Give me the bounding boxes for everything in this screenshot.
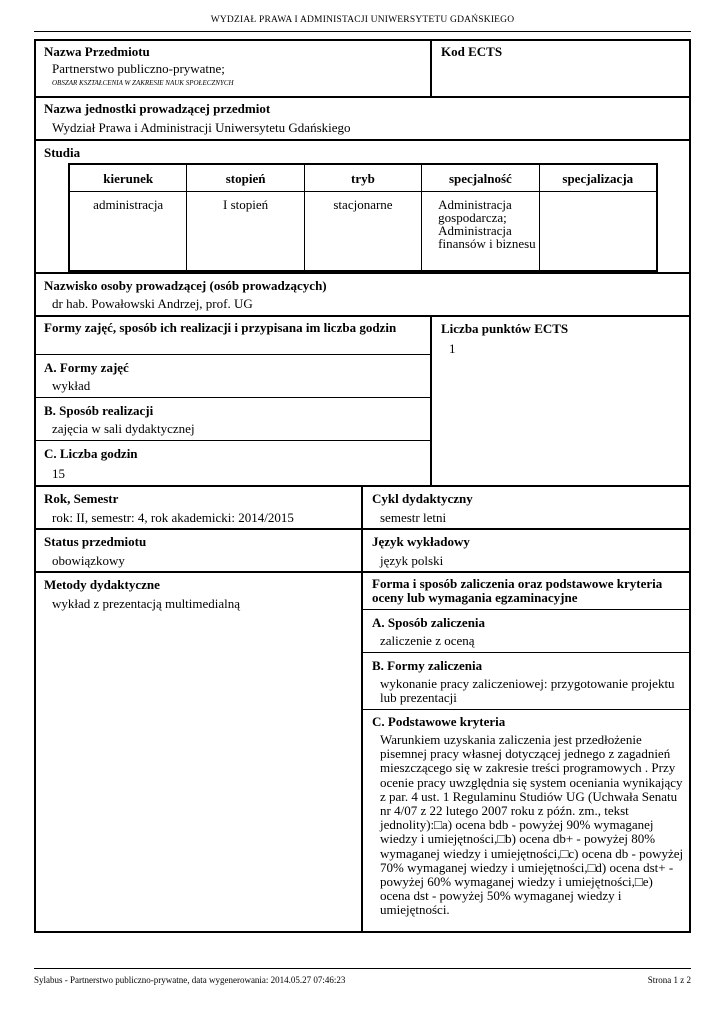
divider	[34, 571, 691, 573]
status-value: obowiązkowy	[52, 553, 125, 568]
studia-label: Studia	[44, 145, 81, 160]
unit-value: Wydział Prawa i Administracji Uniwersytetu Gdańskiego	[52, 120, 351, 135]
cycle-value: semestr letni	[380, 510, 447, 525]
year-value: rok: II, semestr: 4, rok akademicki: 2014/2015	[52, 510, 294, 525]
assessment-c-value: Warunkiem uzyskania zaliczenia jest przedłożenie pisemnej pracy własnej dotyczącej jednego z zagadnień mieszczącego się w zakresie treści programowych . Przy ocenie pracy uwzględnia się system oceniania wynikający z par. 4 ust. 1 Regulaminu Studiów UG (Uchwała Senatu nr 4/07 z 22 lutego 2007 roku z późn. zm., tekst jednolity):□a) ocena bdb - powyżej 90% wymaganej wiedzy i umiejętności,□b) ocena db+ - powyżej 80% wymaganej wiedzy i umiejętności,□c) ocena db - powyżej 70% wymaganej wiedzy i umiejętności,□d) ocena dst+ - powyżej 60% wymaganej wiedzy i umiejętności,□e) ocena dst - powyżej 50% wymaganej wiedzy i umiejętności.	[380, 732, 684, 918]
divider	[34, 440, 430, 441]
forms-b-label: B. Sposób realizacji	[44, 403, 154, 418]
divider	[34, 528, 691, 530]
divider	[34, 139, 691, 141]
assessment-c-label: C. Podstawowe kryteria	[372, 714, 506, 729]
language-label: Język wykładowy	[372, 534, 470, 549]
page-number: Strona 1 z 2	[647, 975, 691, 985]
forms-a-value: wykład	[52, 378, 91, 393]
methods-label: Metody dydaktyczne	[44, 577, 160, 592]
language-value: język polski	[380, 553, 444, 568]
col-header-kierunek: kierunek	[70, 165, 187, 192]
cell-stopien: I stopień	[187, 192, 304, 271]
course-name: Partnerstwo publiczno-prywatne;	[52, 61, 225, 76]
divider	[34, 96, 691, 98]
studia-table	[68, 163, 658, 272]
divider	[34, 272, 691, 274]
divider	[34, 397, 430, 398]
divider	[430, 39, 432, 96]
col-header-specjalnosc: specjalność	[422, 165, 539, 192]
ects-code-label: Kod ECTS	[441, 44, 503, 59]
forms-c-label: C. Liczba godzin	[44, 446, 138, 461]
forms-a-label: A. Formy zajęć	[44, 360, 129, 375]
footer-rule	[34, 968, 691, 969]
lecturer-label: Nazwisko osoby prowadzącej (osób prowadzących)	[44, 278, 327, 293]
unit-label: Nazwa jednostki prowadzącej przedmiot	[44, 101, 271, 116]
col-header-tryb: tryb	[304, 165, 421, 192]
header-rule	[34, 31, 691, 32]
assessment-a-label: A. Sposób zaliczenia	[372, 615, 486, 630]
forms-c-value: 15	[52, 466, 65, 481]
col-header-specjalizacja: specjalizacja	[539, 165, 656, 192]
assessment-label: Forma i sposób zaliczenia oraz podstawowe kryteria oceny lub wymagania egzaminacyjne	[372, 576, 663, 605]
ects-points-label: Liczba punktów ECTS	[441, 321, 569, 336]
divider	[430, 315, 432, 485]
document-header: WYDZIAŁ PRAWA I ADMINISTACJI UNIWERSYTETU GDAŃSKIEGO	[210, 15, 515, 25]
cell-tryb: stacjonarne	[304, 192, 421, 271]
course-area: OBSZAR KSZTAŁCENIA W ZAKRESIE NAUK SPOŁECZNYCH	[52, 79, 234, 87]
status-label: Status przedmiotu	[44, 534, 147, 549]
forms-b-value: zajęcia w sali dydaktycznej	[52, 421, 195, 436]
divider	[361, 652, 691, 653]
table-row	[70, 192, 657, 271]
methods-value: wykład z prezentacją multimedialną	[52, 596, 241, 611]
footer-generated-info: Sylabus - Partnerstwo publiczno-prywatne, data wygenerowania: 2014.05.27 07:46:23	[34, 975, 346, 985]
cell-specjalnosc: Administracja gospodarcza; Administracja finansów i biznesu	[422, 192, 539, 271]
lecturer-value: dr hab. Powałowski Andrzej, prof. UG	[52, 296, 253, 311]
assessment-b-label: B. Formy zaliczenia	[372, 658, 483, 673]
divider	[34, 315, 691, 317]
cycle-label: Cykl dydaktyczny	[372, 491, 473, 506]
forms-label: Formy zajęć, sposób ich realizacji i przypisana im liczba godzin	[44, 320, 397, 335]
divider	[361, 609, 691, 610]
table-header-row	[70, 165, 657, 192]
col-header-stopien: stopień	[187, 165, 304, 192]
cell-specjalizacja	[539, 192, 656, 271]
year-label: Rok, Semestr	[44, 491, 119, 506]
ects-points-value: 1	[449, 341, 456, 356]
cell-kierunek: administracja	[70, 192, 187, 271]
divider	[361, 709, 691, 710]
divider	[34, 354, 430, 355]
assessment-b-value: wykonanie pracy zaliczeniowej: przygotowanie projektu lub prezentacji	[380, 676, 675, 705]
course-name-label: Nazwa Przedmiotu	[44, 44, 150, 59]
assessment-a-value: zaliczenie z oceną	[380, 633, 475, 648]
